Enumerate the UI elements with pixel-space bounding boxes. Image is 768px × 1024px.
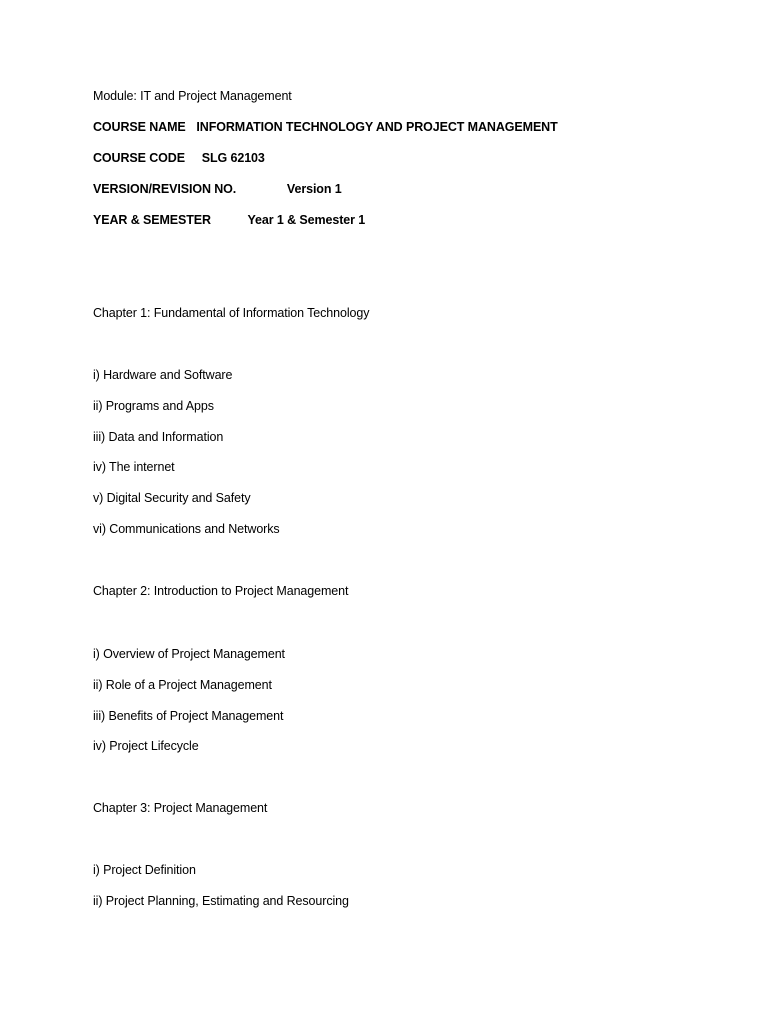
chapter-3-item: ii) Project Planning, Estimating and Resourcing	[93, 894, 349, 908]
chapter-1-item: iv) The internet	[93, 460, 175, 474]
course-name-row	[93, 119, 558, 135]
module-title: Module: IT and Project Management	[93, 89, 292, 103]
version-row	[93, 181, 342, 197]
course-code-label: COURSE CODE	[93, 151, 185, 165]
year-semester-row	[93, 212, 365, 228]
course-code-row	[93, 150, 265, 166]
chapter-3-item: i) Project Definition	[93, 863, 196, 877]
chapter-2-title: Chapter 2: Introduction to Project Management	[93, 584, 349, 598]
version-label: VERSION/REVISION NO.	[93, 182, 237, 196]
chapter-3-title: Chapter 3: Project Management	[93, 801, 268, 815]
chapter-1-item: ii) Programs and Apps	[93, 399, 214, 413]
year-semester-value: Year 1 & Semester 1	[247, 213, 366, 227]
chapter-2-item: iv) Project Lifecycle	[93, 739, 199, 753]
year-semester-label: YEAR & SEMESTER	[93, 213, 211, 227]
version-value: Version 1	[286, 182, 342, 196]
course-code-value: SLG 62103	[201, 151, 265, 165]
chapter-2-item: ii) Role of a Project Management	[93, 678, 272, 692]
chapter-1-item: i) Hardware and Software	[93, 368, 233, 382]
chapter-1-item: iii) Data and Information	[93, 430, 224, 444]
chapter-1-item: v) Digital Security and Safety	[93, 491, 251, 505]
chapter-1-item: vi) Communications and Networks	[93, 522, 280, 536]
course-name-label: COURSE NAME	[93, 120, 186, 134]
chapter-1-title: Chapter 1: Fundamental of Information Technology	[93, 306, 370, 320]
chapter-2-item: i) Overview of Project Management	[93, 647, 285, 661]
chapter-2-item: iii) Benefits of Project Management	[93, 709, 284, 723]
course-name-value: INFORMATION TECHNOLOGY AND PROJECT MANAGEMENT	[196, 120, 558, 134]
